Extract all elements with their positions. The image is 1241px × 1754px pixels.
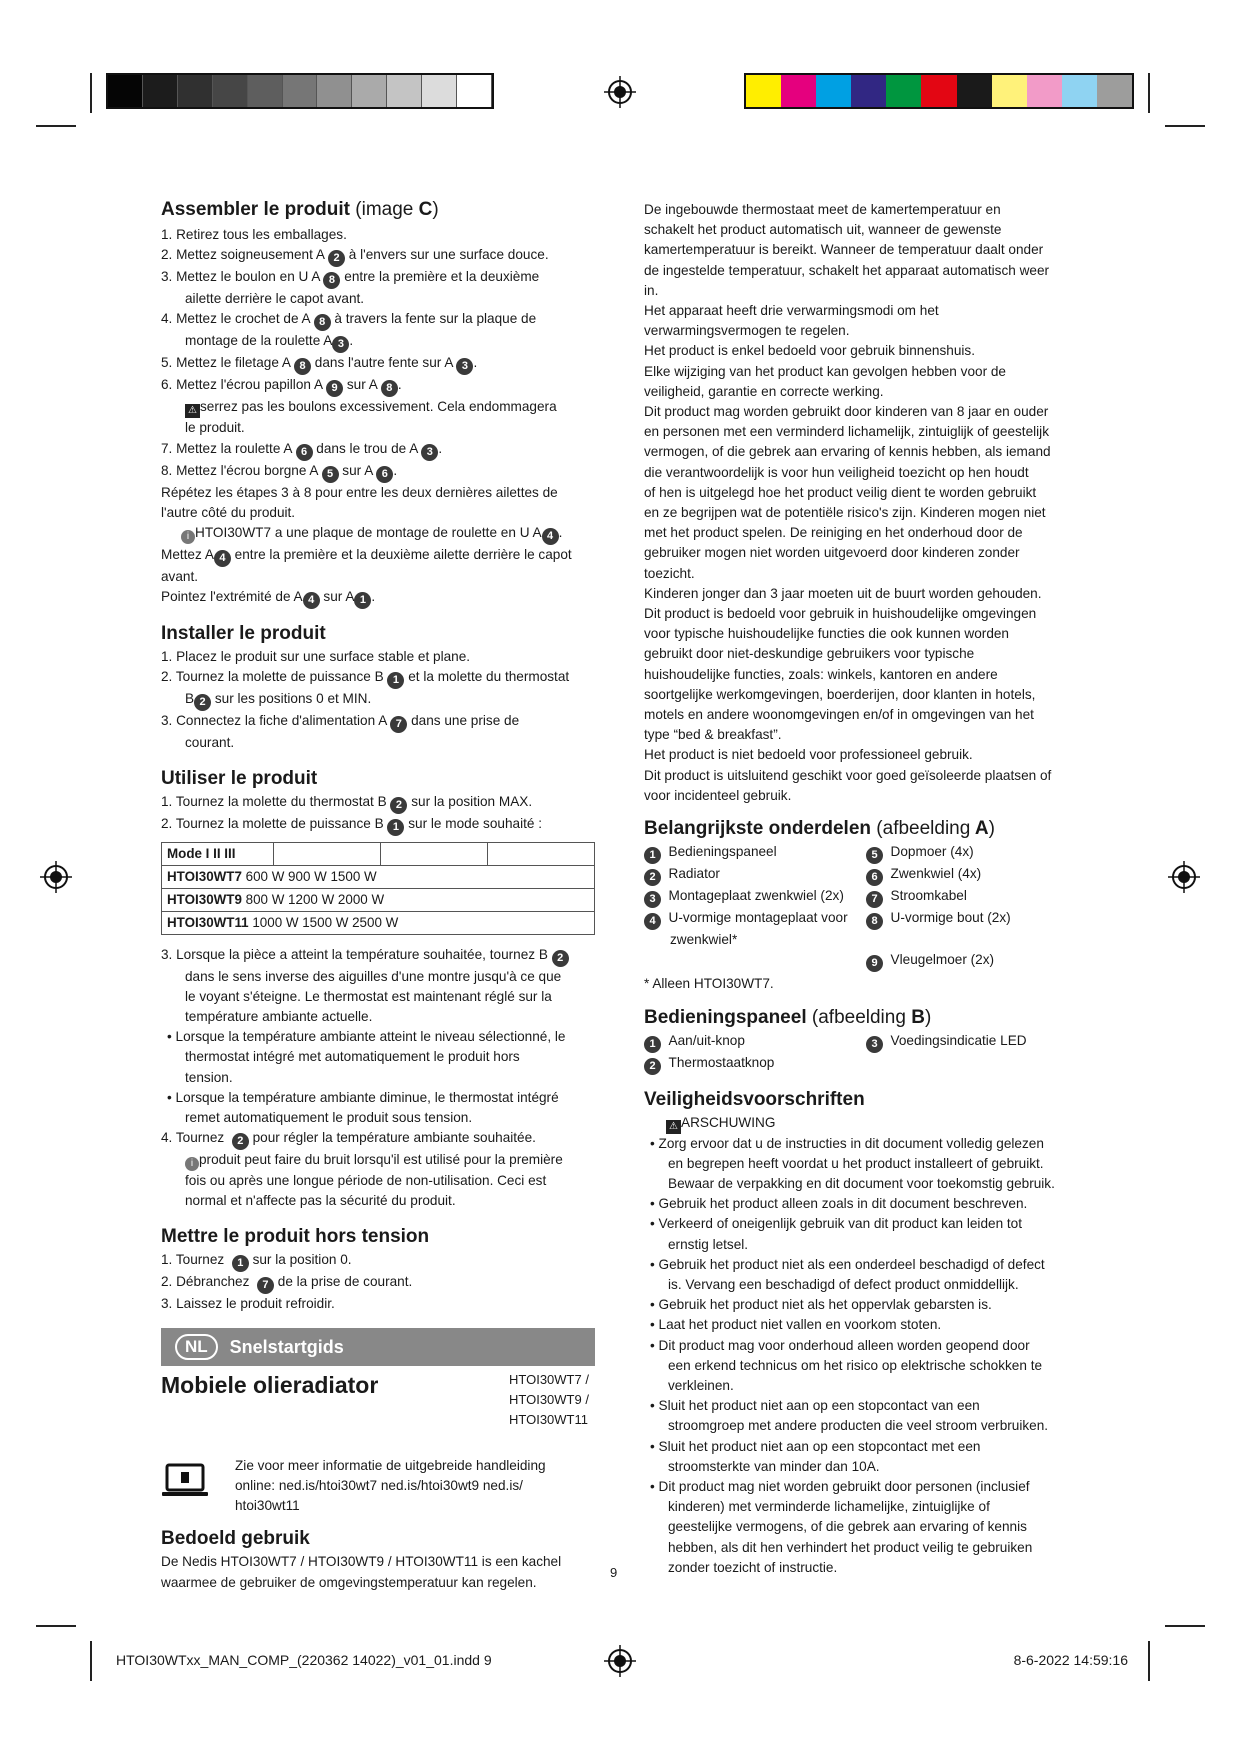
part-item: 2 Radiator (644, 864, 866, 886)
intro-line: die verantwoordelijk is voor hun veiligheid toezicht op hen houdt (644, 464, 1029, 480)
part-item: 1 Aan/uit-knop (644, 1031, 866, 1053)
intro-line: de ingestelde temperatuur, schakelt het apparaat automatisch weer (644, 262, 1050, 278)
color-swatch (1097, 75, 1132, 107)
off-step-3: 3. Laissez le produit refroidir. (161, 1295, 335, 1311)
gray-swatch (317, 75, 352, 107)
registration-mark-icon (604, 1645, 636, 1677)
footer-date: 8-6-2022 14:59:16 (1013, 1652, 1128, 1668)
part-number: 3 (332, 336, 349, 353)
gray-swatch (387, 75, 422, 107)
left-column (161, 197, 595, 1593)
intro-line: in. (644, 282, 659, 298)
intro-line: voor typische huishoudelijke functies die ook kunnen worden (644, 626, 1009, 642)
part-item: 8 U-vormige bout (2x) (866, 908, 1076, 950)
off-step-2: 2. Débranchez 7 de la prise de courant. (161, 1272, 595, 1294)
banner-title: Snelstartgids (229, 1336, 344, 1357)
use-step-4: 4. Tournez 2 pour régler la température ambiante souhaitée. (161, 1128, 595, 1150)
table-header: Mode I II III (162, 842, 274, 865)
crop-mark (36, 1625, 76, 1627)
intro-line: gebruiker mogen niet worden uitgevoerd door kinderen zonder (644, 545, 1020, 561)
safety-bullet-cont: Bewaar de verpakking en dit document voor toekomstig gebruik. (668, 1175, 1055, 1191)
repeat-text: Répétez les étapes 3 à 8 pour entre les deux dernières ailettes de (161, 484, 558, 500)
intro-line: Het apparaat heeft drie verwarmingsmodi om het (644, 303, 939, 319)
gray-swatch (178, 75, 213, 107)
crop-mark (90, 1641, 92, 1681)
assemble-step: 5. Mettez le filetage A 8 dans l'autre fente sur A 3 . (161, 353, 595, 375)
safety-bullet: • Gebruik het product niet als het oppervlak gebarsten is. (650, 1297, 992, 1313)
product-header (161, 1370, 595, 1452)
part-item: 2 Thermostaatknop (644, 1053, 866, 1075)
gray-swatch (352, 75, 387, 107)
crop-mark (1148, 1641, 1150, 1681)
panel-list (644, 1031, 1084, 1075)
intro-line: Dit product is bedoeld voor gebruik in huishoudelijke omgevingen (644, 606, 1037, 622)
model-name: HTOI30WT7 / (509, 1371, 589, 1387)
info-icon: i (181, 530, 195, 544)
color-swatch (1062, 75, 1097, 107)
part-number: 2 (644, 869, 661, 886)
parts-heading: Belangrijkste onderdelen (afbeelding A) (644, 818, 995, 840)
color-swatch (921, 75, 956, 107)
part-number: 3 (866, 1036, 883, 1053)
install-step-1: 1. Placez le produit sur une surface stable et plane. (161, 649, 471, 665)
safety-bullet: • Laat het product niet vallen en voorkom stoten. (650, 1317, 942, 1333)
grayscale-color-bar (106, 73, 494, 109)
part-item: 1 Bedieningspaneel (644, 842, 866, 864)
assemble-step: 4. Mettez le crochet de A 8 à travers la fente sur la plaque de (161, 309, 595, 331)
assemble-heading: Assembler le produit (image C) (161, 199, 439, 220)
safety-bullet: • Zorg ervoor dat u de instructies in dit document volledig gelezen (650, 1135, 1044, 1151)
part-number: 6 (296, 444, 313, 461)
install-heading: Installer le produit (161, 623, 326, 645)
safety-bullet-cont: hebben, als dit hen verhindert het product veilig te gebruiken (668, 1539, 1033, 1555)
crop-mark (1165, 125, 1205, 127)
part-number: 4 (542, 528, 559, 545)
intro-line: Elke wijziging van het product kan gevolgen hebben voor de (644, 363, 1006, 379)
intro-line: Het product is enkel bedoeld voor gebruik binnenshuis. (644, 343, 975, 359)
crop-mark (36, 125, 76, 127)
safety-bullet: • Verkeerd of oneigenlijk gebruik van dit product kan leiden tot (650, 1216, 1023, 1232)
intro-line: en personen met een verminderd lichamelijk, zintuiglijk of geestelijk (644, 424, 1049, 440)
color-swatch (1027, 75, 1062, 107)
warning-note: ⚠ serrez pas les boulons excessivement. Cela endommagera (161, 397, 595, 418)
assemble-step: 3. Mettez le boulon en U A 8 entre la première et la deuxième (161, 267, 595, 289)
part-number: 4 (303, 592, 320, 609)
part-number: 5 (866, 847, 883, 864)
safety-bullet-cont: geestelijke vermogens, of die gebrek aan ervaring of kennis (668, 1519, 1027, 1535)
use-note: i produit peut faire du bruit lorsqu'il est utilisé pour la première (161, 1150, 595, 1171)
gray-swatch (283, 75, 318, 107)
part-item: 5 Dopmoer (4x) (866, 842, 1076, 864)
part-number: 8 (294, 358, 311, 375)
assemble-step: 6. Mettez l'écrou papillon A 9 sur A 8 . (161, 375, 595, 397)
safety-bullet-cont: en begrepen heeft voordat u het product installeert of gebruikt. (668, 1155, 1044, 1171)
assemble-step-cont: ailette derrière le capot avant. (185, 291, 365, 307)
use-bullet-1-cont: tension. (185, 1069, 233, 1085)
registration-mark-icon (40, 861, 72, 893)
process-color-bar (744, 73, 1134, 109)
safety-bullet: • Gebruik het product alleen zoals in dit document beschreven. (650, 1196, 1028, 1212)
assemble-steps-2 (161, 439, 595, 483)
gray-swatch (457, 75, 492, 107)
intro-line: en ze begrijpen wat de potentiële risico's zijn. Kinderen mogen niet (644, 505, 1046, 521)
part-number: 4 (214, 550, 231, 567)
model-name: HTOI30WT9 / (509, 1391, 589, 1407)
use-bullet-1-cont: thermostat intégré met automatiquement le produit hors (185, 1049, 520, 1065)
part-item: 7 Stroomkabel (866, 886, 1076, 908)
color-swatch (992, 75, 1027, 107)
color-swatch (957, 75, 992, 107)
panel-heading: Bedieningspaneel (afbeelding B) (644, 1006, 932, 1028)
part-number: 1 (644, 847, 661, 864)
color-swatch (781, 75, 816, 107)
product-title: Mobiele olieradiator (161, 1371, 379, 1398)
right-column (644, 200, 1084, 1578)
page-number: 9 (610, 1565, 618, 1580)
online-link[interactable]: online: ned.is/htoi30wt7 ned.is/htoi30wt9 ned.is/ (235, 1478, 523, 1494)
install-step-2-cont: B 2 sur les positions 0 et MIN. (161, 689, 595, 711)
part-item: 9 Vleugelmoer (2x) (866, 950, 1076, 972)
safety-bullet-cont: kinderen) met verminderde lichamelijke, zintuiglijke of (668, 1499, 990, 1515)
safety-bullet: • Sluit het product niet aan op een stopcontact met een (650, 1438, 981, 1454)
warning-note-cont: le produit. (185, 420, 245, 436)
use-bullet-1: • Lorsque la température ambiante atteint le niveau sélectionné, le (167, 1029, 566, 1045)
intro-line: gebruikt door niet-deskundige gebruikers voor typische (644, 646, 975, 662)
part-number: 9 (866, 955, 883, 972)
install-step-3: 3. Connectez la fiche d'alimentation A 7 dans une prise de (161, 711, 595, 733)
intro-line: voor incidenteel gebruik. (644, 787, 792, 803)
assemble-step: 2. Mettez soigneusement A 2 à l'envers sur une surface douce. (161, 245, 595, 267)
use-note-cont: fois ou après une longue période de non-utilisation. Ceci est (185, 1173, 547, 1189)
table-row: HTOI30WT9 800 W 1200 W 2000 W (162, 888, 595, 911)
install-step-3-cont: courant. (185, 735, 235, 751)
part-number: 4 (644, 913, 661, 930)
assemble-step: 1. Retirez tous les emballages. (161, 227, 347, 242)
part-item: 3 Voedingsindicatie LED (866, 1031, 1076, 1053)
info-note: i HTOI30WT7 a une plaque de montage de roulette en U A 4 . (161, 523, 595, 545)
install-step-2: 2. Tournez la molette de puissance B 1 et la molette du thermostat (161, 667, 595, 689)
intro-line: Dit product is uitsluitend geschikt voor goed geïsoleerde plaatsen of (644, 767, 1052, 783)
use-step-3-cont: le voyant s'éteigne. Le thermostat est maintenant réglé sur la (185, 988, 552, 1004)
warning-icon: ⚠ (666, 1120, 681, 1134)
intro-line: soortgelijke werkomgevingen, boerderijen, door klanten in hotels, (644, 686, 1036, 702)
model-name: HTOI30WT11 (509, 1411, 588, 1427)
intro-line: toezicht. (644, 565, 695, 581)
gray-swatch (248, 75, 283, 107)
use-step-2: 2. Tournez la molette de puissance B 1 sur le mode souhaité : (161, 814, 595, 836)
use-step-1: 1. Tournez la molette du thermostat B 2 sur la position MAX. (161, 792, 595, 814)
safety-bullet-cont: is. Vervang een beschadigd of defect product onmiddellijk. (668, 1276, 1019, 1292)
intro-line: veiligheid, garantie en correcte werking. (644, 383, 884, 399)
safety-list (644, 1134, 1084, 1578)
color-swatch (886, 75, 921, 107)
part-number: 9 (326, 380, 343, 397)
repeat-text-cont: l'autre côté du produit. (161, 504, 296, 520)
intro-line: huishoudelijke functies, zoals: winkels, kantoren en andere (644, 666, 998, 682)
intro-line: type “bed & breakfast”. (644, 727, 782, 743)
part-number: 1 (644, 1036, 661, 1053)
warning-icon: ⚠ (185, 404, 200, 418)
use-bullet-2: • Lorsque la température ambiante diminue, le thermostat intégré (167, 1089, 559, 1105)
table-row: HTOI30WT11 1000 W 1500 W 2500 W (162, 911, 595, 934)
part-number: 1 (354, 592, 371, 609)
part-item: 3 Montageplaat zwenkwiel (2x) (644, 886, 866, 908)
safety-bullet-cont: stroomsterkte van minder dan 10A. (668, 1458, 880, 1474)
intro-line: met het product spelen. De reiniging en het onderhoud door de (644, 525, 1023, 541)
crop-mark (1148, 73, 1150, 113)
color-swatch (851, 75, 886, 107)
table-row (162, 842, 595, 865)
part-number: 5 (322, 466, 339, 483)
info-note-line2: Mettez A 4 entre la première et la deuxième ailette derrière le capot (161, 545, 595, 567)
use-step-3-cont: température ambiante actuelle. (185, 1009, 373, 1025)
language-badge: NL (175, 1334, 218, 1360)
color-swatch (816, 75, 851, 107)
info-icon: i (185, 1157, 199, 1171)
table-row: HTOI30WT7 600 W 900 W 1500 W (162, 865, 595, 888)
part-item (644, 950, 866, 972)
crop-mark (90, 73, 92, 113)
intro-line: De ingebouwde thermostaat meet de kamertemperatuur en (644, 202, 1001, 217)
laptop-icon (161, 1462, 209, 1500)
part-number: 8 (314, 314, 331, 331)
off-step-1: 1. Tournez 1 sur la position 0. (161, 1250, 595, 1272)
part-item: 6 Zwenkwiel (4x) (866, 864, 1076, 886)
model-list (509, 1370, 595, 1430)
nl-section-banner (161, 1328, 595, 1366)
use-note-cont: normal et n'affecte pas la sécurité du produit. (185, 1193, 456, 1209)
intro-line: Het product is niet bedoeld voor professioneel gebruik. (644, 747, 973, 763)
safety-bullet: • Sluit het product niet aan op een stopcontact van een (650, 1398, 980, 1414)
part-number: 3 (456, 358, 473, 375)
safety-bullet: • Gebruik het product niet als een onderdeel beschadigd of defect (650, 1256, 1045, 1272)
safety-bullet-cont: stroomgroep met andere producten die veel stroom verbruiken. (668, 1418, 1049, 1434)
part-number: 6 (376, 466, 393, 483)
intro-line: schakelt het product automatisch uit, wanneer de gewenste (644, 222, 1002, 238)
part-number: 3 (421, 444, 438, 461)
part-number: 8 (381, 380, 398, 397)
use-step-3: 3. Lorsque la pièce a atteint la température souhaitée, tournez B 2 (161, 945, 595, 967)
intro-line: motels en andere woonomgevingen en/of in omgevingen van het (644, 707, 1034, 723)
safety-bullet-cont: verkleinen. (668, 1377, 734, 1393)
use-step-3-cont: dans le sens inverse des aiguilles d'une montre jusqu'à ce que (185, 968, 562, 984)
info-note-line4: Pointez l'extrémité de A 4 sur A 1 . (161, 587, 595, 609)
intro-line: Kinderen jonger dan 3 jaar moeten uit de buurt worden gehouden. (644, 585, 1042, 601)
gray-swatch (108, 75, 143, 107)
part-item: 4 U-vormige montageplaat voor zwenkwiel* (644, 908, 866, 950)
crop-mark (1165, 1625, 1205, 1627)
use-heading: Utiliser le produit (161, 767, 318, 789)
assemble-step: 8. Mettez l'écrou borgne A 5 sur A 6 . (161, 461, 595, 483)
intro-line: Dit product mag worden gebruikt door kinderen van 8 jaar en ouder (644, 404, 1049, 420)
safety-bullet-cont: ernstig letsel. (668, 1236, 749, 1252)
parts-footnote: * Alleen HTOI30WT7. (644, 976, 774, 992)
intro-line: vermogen, of die gebrek aan ervaring of kennis hebben, als iemand (644, 444, 1051, 460)
online-link[interactable]: htoi30wt11 (235, 1498, 300, 1514)
online-text: Zie voor meer informatie de uitgebreide handleiding (235, 1457, 546, 1473)
part-number: 2 (328, 250, 345, 267)
use-bullet-2-cont: remet automatiquement le produit sous tension. (185, 1110, 473, 1126)
part-number: 8 (323, 272, 340, 289)
safety-bullet: • Dit product mag niet worden gebruikt door personen (inclusief (650, 1478, 1030, 1494)
registration-mark-icon (1168, 861, 1200, 893)
info-note-line3: avant. (161, 569, 199, 585)
safety-bullet-cont: een erkend technicus om het risico op elektrische schokken te (668, 1357, 1043, 1373)
intended-text: waarmee de gebruiker de omgevingstemperatuur kan regelen. (161, 1574, 537, 1590)
safety-bullet: • Dit product mag voor onderhoud alleen worden geopend door (650, 1337, 1030, 1353)
part-number: 2 (644, 1058, 661, 1075)
intro-text (644, 200, 1084, 806)
part-number: 7 (866, 891, 883, 908)
intro-line: kamertemperatuur is bereikt. Wanneer de temperatuur daalt onder (644, 242, 1044, 258)
assemble-step-cont: montage de la roulette A 3 . (161, 331, 595, 353)
safety-bullet-cont: zonder toezicht of instructie. (668, 1559, 838, 1575)
off-heading: Mettre le produit hors tension (161, 1225, 430, 1247)
online-info (161, 1456, 595, 1517)
part-number: 8 (866, 913, 883, 930)
intro-line: of hen is uitgelegd hoe het product veilig dient te worden gebruikt (644, 484, 1037, 500)
warning-label: ⚠ ARSCHUWING (644, 1113, 1084, 1134)
gray-swatch (422, 75, 457, 107)
assemble-step: 7. Mettez la roulette A 6 dans le trou de A 3 . (161, 439, 595, 461)
part-number: 3 (644, 891, 661, 908)
intro-line: verwarmingsvermogen te regelen. (644, 323, 850, 339)
intended-heading: Bedoeld gebruik (161, 1528, 310, 1550)
color-swatch (746, 75, 781, 107)
intended-text: De Nedis HTOI30WT7 / HTOI30WT9 / HTOI30WT11 is een kachel (161, 1554, 562, 1570)
power-mode-table (161, 842, 595, 935)
safety-heading: Veiligheidsvoorschriften (644, 1088, 865, 1110)
registration-mark-icon (604, 76, 636, 108)
parts-list (644, 842, 1084, 972)
part-number: 6 (866, 869, 883, 886)
gray-swatch (143, 75, 178, 107)
gray-swatch (213, 75, 248, 107)
assemble-steps (161, 225, 595, 397)
footer-file: HTOI30WTxx_MAN_COMP_(220362 14022)_v01_01.indd 9 (116, 1652, 492, 1668)
